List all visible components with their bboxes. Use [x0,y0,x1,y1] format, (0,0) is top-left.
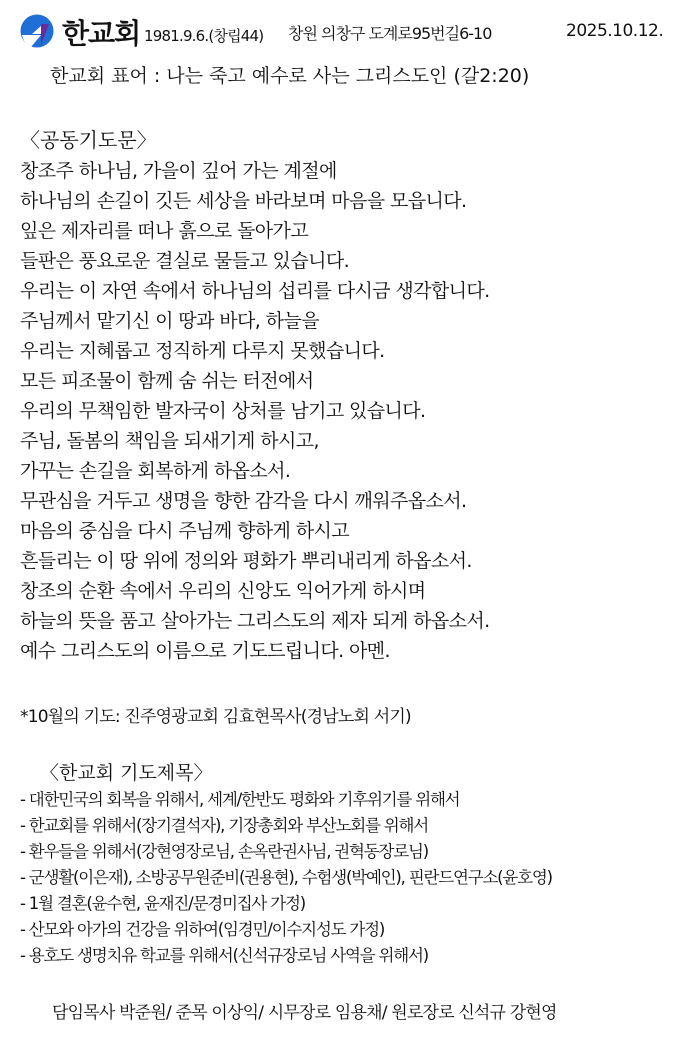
church-motto: 한교회 표어 : 나는 죽고 예수로 사는 그리스도인 (갈2:20) [50,65,530,87]
prayer-line: 모든 피조물이 함께 숨 쉬는 터전에서 [20,370,314,392]
church-staff-footer: 담임목사 박준원/ 준목 이상익/ 시무장로 임용채/ 원로장로 신석규 강현영 [52,1003,557,1023]
founding-date: 1981.9.6.(창립44) [144,27,264,45]
prayer-line: 우리의 무책임한 발자국이 상처를 남기고 있습니다. [20,400,426,422]
prayer-topic-item: - 군생활(이은재), 소방공무원준비(권용현), 수험생(박예인), 핀란드연구소(윤호영) [20,868,552,887]
prayer-line: 우리는 지혜롭고 정직하게 다루지 못했습니다. [20,340,385,362]
prayer-line: 창조주 하나님, 가을이 깊어 가는 계절에 [20,160,337,182]
prayer-topics-title: 〈한교회 기도제목〉 [40,762,213,784]
prayer-line: 하늘의 뜻을 품고 살아가는 그리스도의 제자 되게 하옵소서. [20,610,490,632]
church-address: 창원 의창구 도계로95번길6-10 [288,24,492,43]
prayer-topic-item: - 용호도 생명치유 학교를 위해서(신석규장로님 사역을 위해서) [20,946,428,965]
church-logo-icon [20,14,54,48]
prayer-line: 우리는 이 자연 속에서 하나님의 섭리를 다시금 생각합니다. [20,280,490,302]
prayer-line: 마음의 중심을 다시 주님께 향하게 하시고 [20,520,350,542]
prayer-credit: *10월의 기도: 진주영광교회 김효현목사(경남노회 서기) [20,707,411,727]
prayer-line: 주님, 돌봄의 책임을 되새기게 하시고, [20,430,319,452]
prayer-topic-item: - 1월 결혼(윤수현, 윤재진/문경미집사 가정) [20,894,305,913]
prayer-topic-item: - 대한민국의 회복을 위해서, 세계/한반도 평화와 기후위기를 위해서 [20,790,460,809]
church-name: 한교회 [62,17,141,50]
prayer-text [20,156,680,666]
prayer-topic-item: - 한교회를 위해서(장기결석자), 기장총회와 부산노회를 위해서 [20,816,428,835]
bulletin-header [16,10,680,54]
prayer-title: 〈공동기도문〉 [20,128,157,152]
prayer-line: 잎은 제자리를 떠나 흙으로 돌아가고 [20,220,309,242]
prayer-line: 창조의 순환 속에서 우리의 신앙도 익어가게 하시며 [20,580,426,602]
prayer-line: 예수 그리스도의 이름으로 기도드립니다. 아멘. [20,640,390,662]
prayer-topic-item: - 산모와 아가의 건강을 위하여(임경민/이수지성도 가정) [20,920,385,939]
prayer-line: 주님께서 맡기신 이 땅과 바다, 하늘을 [20,310,319,332]
prayer-line: 무관심을 거두고 생명을 향한 감각을 다시 깨워주옵소서. [20,490,467,512]
prayer-line: 흔들리는 이 땅 위에 정의와 평화가 뿌리내리게 하옵소서. [20,550,472,572]
prayer-line: 들판은 풍요로운 결실로 물들고 있습니다. [20,250,350,272]
prayer-topic-item: - 환우들을 위해서(강현영장로님, 손옥란권사님, 권혁동장로님) [20,842,428,861]
prayer-topics-list [20,787,684,969]
prayer-line: 가꾸는 손길을 회복하게 하옵소서. [20,460,291,482]
prayer-line: 하나님의 손길이 깃든 세상을 바라보며 마음을 모읍니다. [20,190,467,212]
bulletin-date: 2025.10.12. [566,21,664,41]
